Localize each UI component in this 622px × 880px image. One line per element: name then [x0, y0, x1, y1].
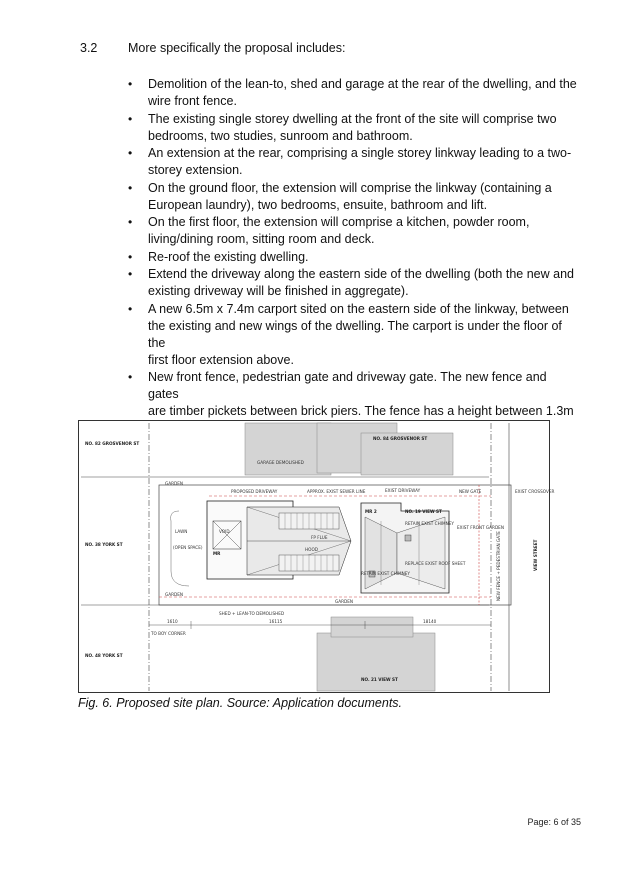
bullet-icon: • — [128, 301, 133, 316]
label-to-boy-corner: TO BOY CORNER — [151, 631, 186, 636]
label-dim-2: 16115 — [269, 619, 283, 624]
site-plan-drawing — [79, 421, 555, 692]
label-retain-chimney: RETAIN EXIST CHIMNEY — [405, 521, 454, 526]
list-item: • On the first floor, the extension will comprise a kitchen, powder room, living/dining room, sitting room and deck. — [128, 215, 530, 246]
label-sewer: APPROX. EXIST SEWER LINE — [307, 489, 366, 494]
list-item: • New front fence, pedestrian gate and driveway gate. The new fence and gates are timber pickets between brick piers. The fence has a height between 1.3m — [128, 370, 574, 418]
bullet-icon: • — [128, 146, 133, 160]
label-exist-driveway: EXIST DRIVEWAY — [385, 488, 421, 493]
label-garden-bottom-2: GARDEN — [335, 599, 354, 604]
label-exist-front-garden: EXIST FRONT GARDEN — [457, 525, 504, 530]
label-mr2: MR 2 — [365, 509, 377, 514]
label-hood: HOOD — [305, 547, 318, 552]
label-new-gate: NEW GATE — [459, 489, 482, 494]
label-garden-bottom: GARDEN — [165, 592, 184, 597]
list-item: • On the ground floor, the extension will comprise the linkway (containing a European laundry), two bedrooms, ensuite, bathroom and lift. — [128, 180, 552, 212]
label-no48: NO. 48 YORK ST — [85, 653, 123, 658]
bullet-icon: • — [128, 370, 133, 384]
page-number: Page: 6 of 35 — [527, 817, 581, 827]
label-garden-top: GARDEN — [165, 481, 184, 486]
list-item: • The existing single storey dwelling at the front of the site will comprise two bedrooms, two studies, sunroom and bathroom. — [128, 111, 557, 143]
label-no84: NO. 84 GROSVENOR ST — [373, 436, 428, 441]
label-fp-flue: FP FLUE — [311, 535, 328, 540]
label-no38: NO. 38 YORK ST — [85, 542, 123, 547]
label-shed-demolished: SHED + LEAN-TO DEMOLISHED — [219, 611, 285, 616]
bullet-icon: • — [128, 111, 133, 126]
neighbour-building-21 — [317, 633, 435, 691]
label-open-space: (OPEN SPACE) — [173, 545, 203, 550]
neighbour-building-21b — [331, 617, 413, 637]
list-item: • Re-roof the existing dwelling. — [128, 249, 309, 264]
list-item: • Extend the driveway along the eastern side of the dwelling (both the new and existing driveway will be finished in aggregate). — [128, 267, 574, 298]
bullet-icon: • — [128, 215, 133, 229]
section-intro: More specifically the proposal includes: — [128, 41, 346, 55]
bullet-icon: • — [128, 180, 133, 195]
label-garage-demolished: GARAGE DEMOLISHED — [257, 460, 304, 465]
label-no19: NO. 19 VIEW ST — [405, 509, 442, 514]
label-proposed-driveway: PROPOSED DRIVEWAY — [231, 489, 278, 494]
bullet-icon: • — [128, 77, 133, 91]
label-dim-3: 18140 — [423, 619, 437, 624]
site-plan-figure — [78, 420, 555, 693]
bullet-icon: • — [128, 249, 133, 264]
label-view-street: VIEW STREET — [533, 539, 538, 571]
list-item: • An extension at the rear, comprising a single storey linkway leading to a two- storey extension. — [128, 146, 572, 177]
bullet-icon: • — [128, 267, 133, 281]
label-no21: NO. 21 VIEW ST — [361, 677, 398, 682]
label-replace-roof: REPLACE EXIST ROOF SHEET — [405, 561, 466, 566]
label-mr: MR — [213, 551, 221, 556]
label-lawn: LAWN — [175, 529, 188, 534]
proposal-list — [128, 76, 580, 455]
label-retain-chimney-2: RETAIN EXIST CHIMNEY — [361, 571, 410, 576]
list-item: • Demolition of the lean-to, shed and garage at the rear of the dwelling, and the wire front fence. — [128, 77, 577, 108]
label-dim-1: 1610 — [167, 619, 178, 624]
label-void: VOID — [219, 529, 230, 534]
section-number: 3.2 — [80, 41, 98, 55]
label-exist-crossover: EXIST CROSSOVER — [515, 489, 555, 494]
label-no82: NO. 82 GROSVENOR ST — [85, 441, 140, 446]
figure-caption: Fig. 6. Proposed site plan. Source: Application documents. — [78, 696, 403, 710]
list-item: • A new 6.5m x 7.4m carport sited on the eastern side of the linkway, between the existing and new wings of the dwelling. The carport is under the floor of the first floor extension above. — [128, 301, 569, 367]
label-new-fence: NEW FENCE + PEDESTRIAN GATE — [496, 531, 501, 601]
